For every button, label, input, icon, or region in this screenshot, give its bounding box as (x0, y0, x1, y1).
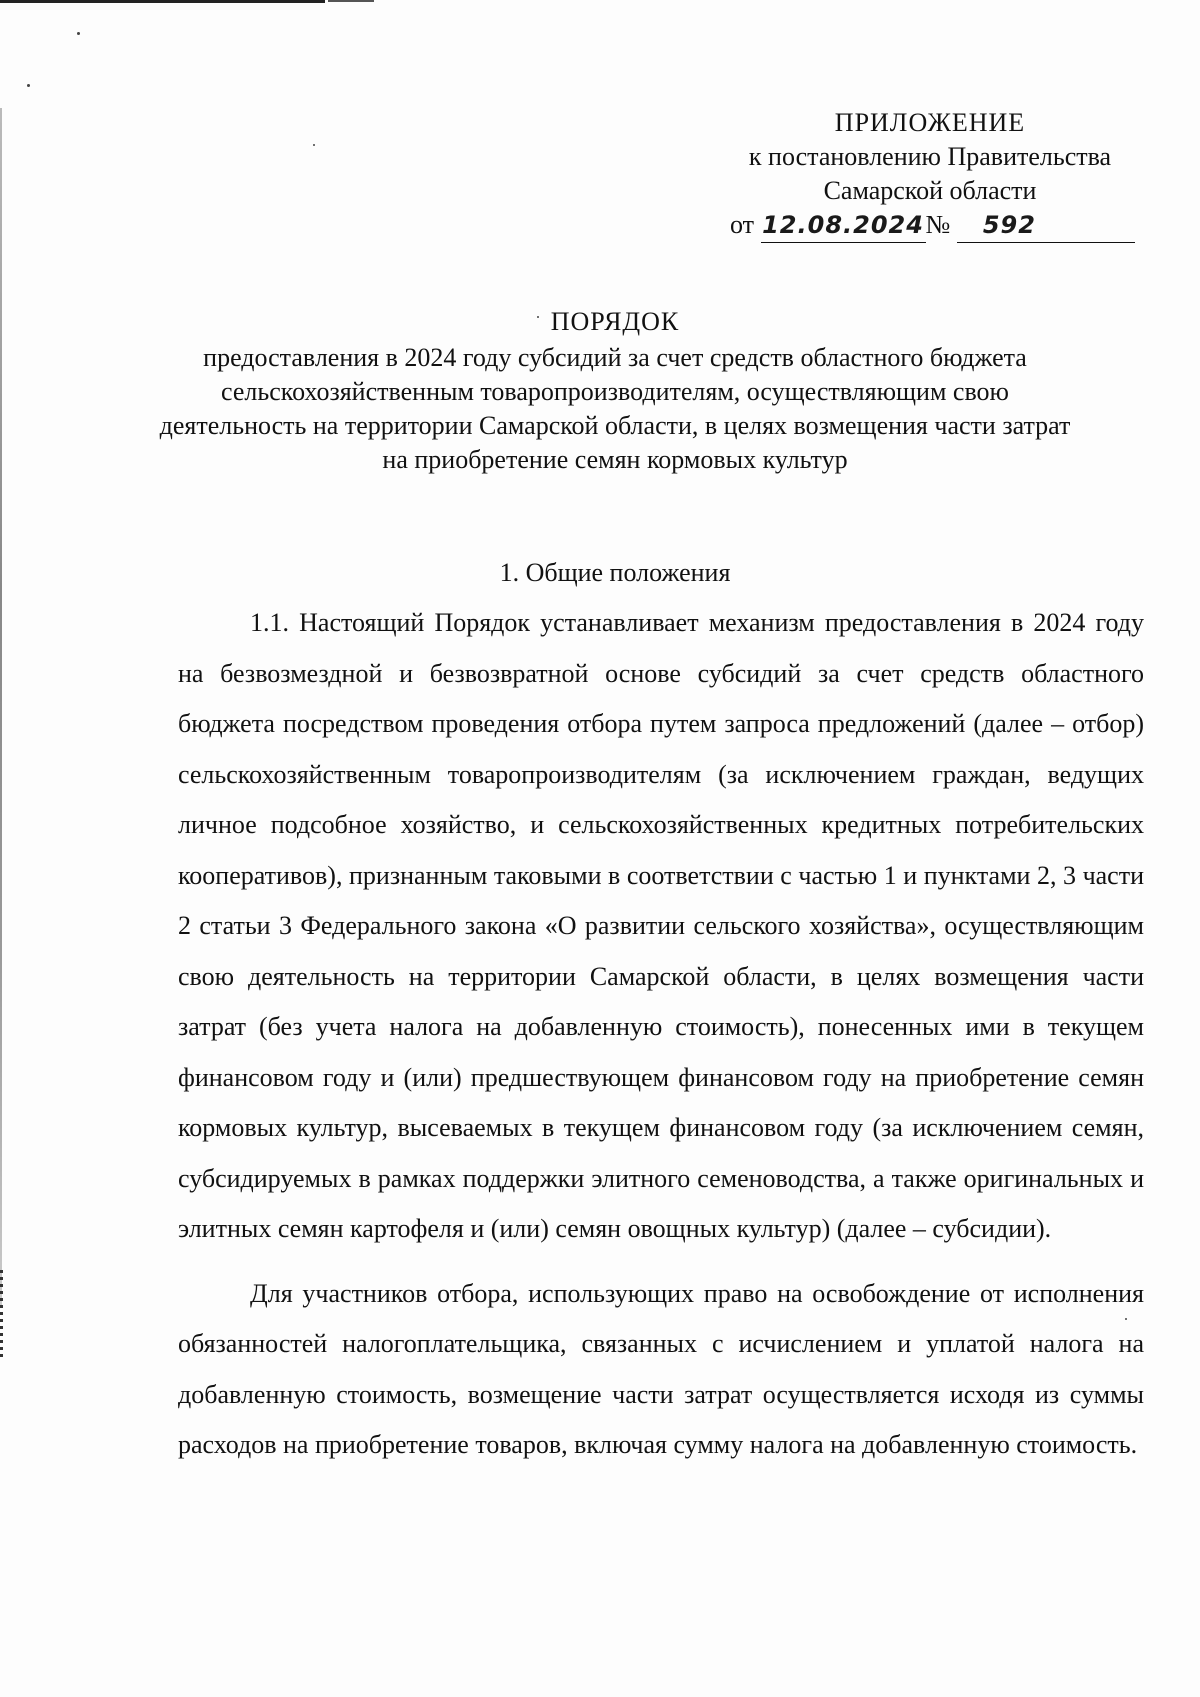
scan-artifact-dashes (0, 1270, 3, 1360)
number-field (957, 208, 1135, 243)
scan-speck (313, 144, 315, 146)
body-paragraph: 1.1. Настоящий Порядок устанавливает механизм предоставления в 2024 году на безвозмездной и безвозвратной основе субсидий за счет средств областного бюджета посредством проведения отбора путем запроса предложений (далее – отбор) сельскохозяйственным товаропроизводителям (за исключением граждан, ведущих личное подсобное хозяйство, и сельскохозяйственных кредитных потребительских кооперативов), признанным таковыми в соответствии с частью 1 и пунктами 2, 3 части 2 статьи 3 Федерального закона «О развитии сельского хозяйства», осуществляющим свою деятельность на территории Самарской области, в целях возмещения части затрат (без учета налога на добавленную стоимость), понесенных ими в текущем финансовом году и (или) предшествующем финансовом году на приобретение семян кормовых культур, высеваемых в текущем финансовом году (за исключением семян, субсидируемых в рамках поддержки элитного семеноводства, а также оригинальных и элитных семян картофеля и (или) семян овощных культур) (далее – субсидии). (178, 608, 1144, 1243)
handwritten-date: 12.08.2024 (762, 211, 924, 239)
number-sign: № (925, 210, 951, 239)
section-heading: 1. Общие положения (499, 558, 731, 587)
date-field (761, 208, 926, 243)
body-paragraph: Для участников отбора, использующих право на освобождение от исполнения обязанностей налогоплательщика, связанных с исчислением и уплатой налога на добавленную стоимость, возмещение части затрат осуществляется исходя из суммы расходов на приобретение товаров, включая сумму налога на добавленную стоимость. (178, 1278, 1144, 1459)
appendix-line: к постановлению Правительства (748, 142, 1112, 171)
date-prefix: от (730, 210, 755, 239)
scan-artifact-line (0, 0, 325, 3)
date-number-line (720, 208, 1140, 243)
scan-speck (27, 84, 30, 87)
document-heading (150, 305, 1080, 477)
scan-artifact-line (328, 0, 374, 2)
document-title: ПОРЯДОК (550, 307, 680, 336)
appendix-title: ПРИЛОЖЕНИЕ (834, 108, 1026, 137)
handwritten-number: 592 (982, 211, 1036, 239)
section-body (178, 598, 1144, 1471)
scan-artifact-edge (0, 108, 2, 1308)
scan-speck (77, 32, 80, 35)
document-subtitle: предоставления в 2024 году субсидий за счет средств областного бюджета сельскохозяйственным товаропроизводителям, осуществляющим свою деятельность на территории Самарской области, в целях возмещения части затрат на приобретение семян кормовых культур (159, 343, 1071, 474)
appendix-line: Самарской области (823, 176, 1037, 205)
approval-block (720, 106, 1140, 243)
